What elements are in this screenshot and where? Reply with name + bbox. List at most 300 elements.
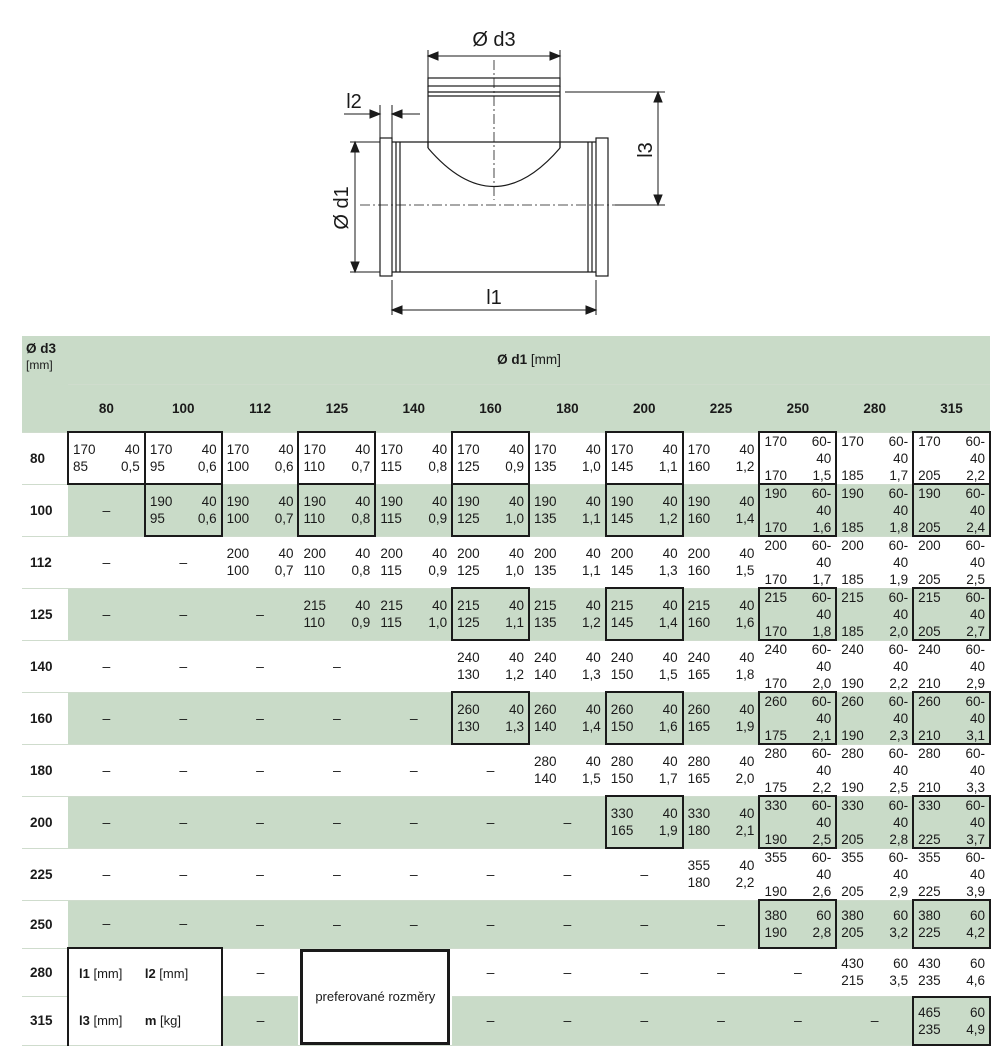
table-cell xyxy=(836,744,913,796)
l1-value: 330 xyxy=(764,797,787,813)
d1-value-125: 125 xyxy=(298,384,375,432)
m-value: 1,8 xyxy=(889,519,909,535)
l2-value: 60 xyxy=(816,908,832,923)
legend-l3-unit: [mm] xyxy=(93,1012,123,1028)
table-cell xyxy=(529,640,606,692)
d3-value-200: 200 xyxy=(22,796,68,848)
l2-value: 60-40 xyxy=(888,589,909,622)
l1-value: 200 xyxy=(457,546,480,561)
table-cell xyxy=(683,744,760,796)
l3-value: 210 xyxy=(918,727,941,743)
table-cell xyxy=(375,432,452,484)
table-cell xyxy=(606,432,683,484)
l1-value: 215 xyxy=(303,598,327,613)
l1-value: 215 xyxy=(687,598,711,613)
l2-value: 40 xyxy=(278,494,294,509)
l2-value: 40 xyxy=(585,754,601,769)
l2-value: 60 xyxy=(893,908,909,923)
m-value: 0,9 xyxy=(428,511,448,526)
table-cell xyxy=(222,900,299,948)
m-value: 1,5 xyxy=(735,563,755,578)
legend-l1-unit: [mm] xyxy=(93,965,123,981)
table-cell xyxy=(529,588,606,640)
table-cell xyxy=(759,900,836,948)
m-value: 1,1 xyxy=(582,563,601,578)
table-cell xyxy=(452,692,529,744)
l3-value: 160 xyxy=(687,459,711,474)
preferred-sizes-box xyxy=(298,948,452,1045)
not-available-dash: – xyxy=(102,813,111,830)
label-l3: l3 xyxy=(635,142,657,158)
d1-value-180: 180 xyxy=(529,384,606,432)
d1-header xyxy=(68,336,990,384)
l2-value: 40 xyxy=(739,598,755,613)
m-value: 2,1 xyxy=(735,823,755,838)
m-value: 2,5 xyxy=(966,571,985,587)
not-available-dash: – xyxy=(409,915,418,932)
l2-value: 60-40 xyxy=(965,849,985,882)
m-value: 1,7 xyxy=(812,571,832,587)
table-cell xyxy=(452,536,529,588)
table-cell xyxy=(298,484,375,536)
table-cell xyxy=(452,900,529,948)
table-cell xyxy=(222,692,299,744)
m-value: 1,2 xyxy=(505,667,524,682)
table-cell xyxy=(759,432,836,484)
l2-value: 40 xyxy=(432,598,448,613)
l3-value: 205 xyxy=(918,623,941,639)
table-row xyxy=(22,432,990,484)
l2-value: 40 xyxy=(355,598,371,613)
l2-value: 40 xyxy=(355,494,371,509)
table-cell xyxy=(913,484,990,536)
m-value: 2,2 xyxy=(966,467,985,483)
l1-value: 355 xyxy=(687,858,711,873)
table-row xyxy=(22,588,990,640)
not-available-dash: – xyxy=(640,865,649,882)
l3-value: 135 xyxy=(533,615,557,630)
table-cell xyxy=(529,997,606,1046)
table-cell xyxy=(683,484,760,536)
table-cell xyxy=(375,744,452,796)
table-cell xyxy=(375,588,452,640)
d3-value-80: 80 xyxy=(22,432,68,484)
l3-value: 125 xyxy=(457,459,480,474)
m-value: 3,7 xyxy=(966,831,985,847)
m-value: 0,7 xyxy=(274,563,294,578)
table-cell xyxy=(145,900,222,948)
l3-value: 205 xyxy=(918,519,941,535)
l3-value: 110 xyxy=(303,563,326,578)
table-row xyxy=(22,948,990,997)
l3-value: 205 xyxy=(841,883,864,899)
table-cell xyxy=(375,484,452,536)
l2-value: 40 xyxy=(662,650,678,665)
l1-value: 190 xyxy=(303,494,327,509)
l1-value: 240 xyxy=(533,650,557,665)
table-cell xyxy=(836,432,913,484)
l2-value: 40 xyxy=(739,806,755,821)
table-cell xyxy=(836,484,913,536)
l3-value: 100 xyxy=(226,563,250,578)
l2-value: 40 xyxy=(662,754,678,769)
m-value: 1,8 xyxy=(735,667,755,682)
d1-value-315: 315 xyxy=(913,384,990,432)
table-cell xyxy=(683,848,760,900)
l3-value: 115 xyxy=(380,615,402,630)
l3-value: 160 xyxy=(687,511,711,526)
d1-value-80: 80 xyxy=(68,384,145,432)
l1-value: 280 xyxy=(841,745,864,761)
l2-value: 60 xyxy=(893,956,909,972)
table-cell xyxy=(529,536,606,588)
m-value: 0,6 xyxy=(274,459,294,474)
l2-value: 40 xyxy=(278,442,294,457)
l3-value: 235 xyxy=(918,1021,941,1037)
table-cell xyxy=(222,640,299,692)
l3-value: 170 xyxy=(764,519,787,535)
not-available-dash: – xyxy=(179,813,188,830)
l2-value: 60-40 xyxy=(811,537,832,570)
not-available-dash: – xyxy=(102,553,111,570)
l3-value: 150 xyxy=(610,719,634,734)
m-value: 0,7 xyxy=(351,459,371,474)
table-cell xyxy=(836,900,913,948)
l2-value: 40 xyxy=(585,650,601,665)
l3-value: 185 xyxy=(841,571,864,587)
l1-value: 170 xyxy=(918,433,941,449)
l1-value: 280 xyxy=(610,754,634,769)
l2-value: 60-40 xyxy=(811,641,832,674)
l2-value: 40 xyxy=(585,546,601,561)
table-cell xyxy=(529,692,606,744)
not-available-dash: – xyxy=(102,501,111,518)
table-cell xyxy=(529,900,606,948)
l3-value: 115 xyxy=(380,563,402,578)
table-cell xyxy=(836,848,913,900)
l1-value: 200 xyxy=(687,546,711,561)
l2-value: 40 xyxy=(508,650,524,665)
table-cell xyxy=(222,484,299,536)
l2-value: 40 xyxy=(508,546,524,561)
l1-value: 200 xyxy=(841,537,864,553)
not-available-dash: – xyxy=(870,1012,879,1029)
table-cell xyxy=(836,536,913,588)
not-available-dash: – xyxy=(563,915,572,932)
l2-value: 60-40 xyxy=(888,797,909,830)
table-cell xyxy=(606,484,683,536)
m-value: 1,1 xyxy=(658,459,678,474)
table-cell xyxy=(298,536,375,588)
l1-value: 240 xyxy=(457,650,480,665)
table-cell xyxy=(759,848,836,900)
l2-value: 40 xyxy=(585,702,601,717)
table-cell xyxy=(298,848,375,900)
m-value: 1,0 xyxy=(428,615,448,630)
m-value: 2,8 xyxy=(889,831,909,847)
l1-value: 215 xyxy=(764,589,787,605)
table-cell xyxy=(452,640,529,692)
not-available-dash: – xyxy=(102,605,111,622)
not-available-dash: – xyxy=(333,915,341,932)
l3-value: 160 xyxy=(687,615,711,630)
l2-value: 40 xyxy=(278,546,294,561)
table-cell xyxy=(68,744,145,796)
table-cell xyxy=(452,484,529,536)
label-l2: l2 xyxy=(346,91,362,113)
l3-value: 135 xyxy=(533,563,557,578)
table-cell xyxy=(145,744,222,796)
table-cell xyxy=(222,744,299,796)
table-cell xyxy=(68,900,145,948)
l3-value: 210 xyxy=(918,779,941,795)
l1-value: 240 xyxy=(918,641,941,657)
m-value: 3,5 xyxy=(889,973,909,989)
l3-value: 170 xyxy=(764,571,787,587)
l3-value: 125 xyxy=(457,563,480,578)
l2-value: 40 xyxy=(508,702,524,717)
table-cell xyxy=(606,536,683,588)
l3-value: 145 xyxy=(610,615,634,630)
not-available-dash: – xyxy=(333,813,341,830)
table-cell xyxy=(68,588,145,640)
l3-value: 185 xyxy=(841,519,864,535)
d3-value-125: 125 xyxy=(22,588,68,640)
l2-value: 40 xyxy=(662,702,678,717)
l2-value: 40 xyxy=(355,442,371,457)
l1-value: 240 xyxy=(610,650,634,665)
l1-value: 215 xyxy=(841,589,864,605)
table-cell xyxy=(683,432,760,484)
m-value: 2,9 xyxy=(966,675,985,691)
m-value: 2,4 xyxy=(966,519,985,535)
m-value: 1,9 xyxy=(889,571,909,587)
table-cell xyxy=(145,796,222,848)
table-cell xyxy=(913,640,990,692)
table-cell xyxy=(529,848,606,900)
d1-header-label: Ø d1 xyxy=(497,352,528,368)
table-row xyxy=(22,848,990,900)
l2-value: 40 xyxy=(508,598,524,613)
table-cell xyxy=(606,948,683,997)
table-cell xyxy=(836,997,913,1046)
l1-value: 260 xyxy=(764,693,787,709)
l1-value: 200 xyxy=(533,546,557,561)
d3-value-180: 180 xyxy=(22,744,68,796)
table-cell xyxy=(452,997,529,1046)
table-cell xyxy=(759,997,836,1046)
not-available-dash: – xyxy=(486,963,495,980)
l1-value: 190 xyxy=(687,494,711,509)
l2-value: 60-40 xyxy=(965,485,985,518)
l1-value: 215 xyxy=(610,598,634,613)
l1-value: 355 xyxy=(918,849,941,865)
not-available-dash: – xyxy=(409,761,418,778)
l1-value: 330 xyxy=(918,797,941,813)
m-value: 1,8 xyxy=(812,623,832,639)
l2-value: 40 xyxy=(585,442,601,457)
m-value: 1,1 xyxy=(505,615,524,630)
d1-value-140: 140 xyxy=(375,384,452,432)
table-cell xyxy=(913,997,990,1046)
l2-value: 60-40 xyxy=(965,589,985,622)
l1-value: 280 xyxy=(533,754,557,769)
not-available-dash: – xyxy=(486,865,495,882)
l3-value: 165 xyxy=(687,719,711,734)
l2-value: 40 xyxy=(662,546,678,561)
l2-value: 60-40 xyxy=(811,485,832,518)
d3-header-label: Ø d3 xyxy=(26,341,57,356)
not-available-dash: – xyxy=(102,915,111,932)
l1-value: 170 xyxy=(73,442,96,457)
l1-value: 200 xyxy=(918,537,941,553)
m-value: 4,9 xyxy=(966,1021,985,1037)
l2-value: 60-40 xyxy=(965,537,985,570)
l3-value: 205 xyxy=(918,467,941,483)
m-value: 1,2 xyxy=(658,511,678,526)
l2-value: 40 xyxy=(662,598,678,613)
not-available-dash: – xyxy=(486,915,495,932)
table-cell xyxy=(913,948,990,997)
tee-fitting-drawing xyxy=(300,0,700,330)
l3-value: 110 xyxy=(303,615,326,630)
table-cell xyxy=(759,484,836,536)
l3-value: 210 xyxy=(918,675,941,691)
l2-value: 40 xyxy=(662,442,678,457)
not-available-dash: – xyxy=(256,915,264,932)
l1-value: 260 xyxy=(841,693,864,709)
m-value: 2,0 xyxy=(735,771,755,786)
l3-value: 125 xyxy=(457,615,480,630)
m-value: 2,5 xyxy=(812,831,832,847)
l2-value: 40 xyxy=(432,442,448,457)
m-value: 2,2 xyxy=(889,675,909,691)
l2-value: 60-40 xyxy=(888,849,909,882)
l2-value: 60-40 xyxy=(888,433,909,466)
l2-value: 60-40 xyxy=(811,433,832,466)
table-cell xyxy=(375,692,452,744)
l1-value: 215 xyxy=(918,589,941,605)
l3-value: 165 xyxy=(610,823,634,838)
table-cell xyxy=(759,796,836,848)
table-cell xyxy=(452,432,529,484)
l2-value: 60-40 xyxy=(965,433,985,466)
m-value: 1,7 xyxy=(658,771,678,786)
l2-value: 40 xyxy=(508,442,524,457)
m-value: 1,3 xyxy=(505,719,524,734)
d1-value-280: 280 xyxy=(836,384,913,432)
l1-value: 190 xyxy=(610,494,634,509)
not-available-dash: – xyxy=(563,813,572,830)
l3-value: 190 xyxy=(841,675,864,691)
table-row xyxy=(22,640,990,692)
l2-value: 60 xyxy=(969,908,985,923)
not-available-dash: – xyxy=(102,709,111,726)
table-row xyxy=(22,900,990,948)
l1-value: 260 xyxy=(610,702,634,717)
d1-value-225: 225 xyxy=(683,384,760,432)
table-cell xyxy=(298,744,375,796)
l1-value: 170 xyxy=(380,442,403,457)
table-cell xyxy=(683,796,760,848)
l1-value: 355 xyxy=(841,849,864,865)
l1-value: 355 xyxy=(764,849,787,865)
table-cell xyxy=(683,997,760,1046)
m-value: 0,9 xyxy=(505,459,524,474)
l3-value: 165 xyxy=(687,667,711,682)
l2-value: 40 xyxy=(662,494,678,509)
not-available-dash: – xyxy=(102,865,111,882)
not-available-dash: – xyxy=(793,963,802,980)
table-cell xyxy=(375,640,452,692)
l1-value: 170 xyxy=(457,442,480,457)
d3-value-250: 250 xyxy=(22,900,68,948)
d1-value-112: 112 xyxy=(222,384,299,432)
table-cell xyxy=(913,432,990,484)
not-available-dash: – xyxy=(179,709,188,726)
not-available-dash: – xyxy=(179,915,188,932)
table-cell xyxy=(759,744,836,796)
l3-value: 170 xyxy=(764,623,787,639)
table-cell xyxy=(452,744,529,796)
l1-value: 330 xyxy=(610,806,634,821)
label-l1: l1 xyxy=(486,287,502,309)
table-cell xyxy=(68,536,145,588)
table-cell xyxy=(913,796,990,848)
m-value: 1,2 xyxy=(735,459,755,474)
m-value: 1,4 xyxy=(735,511,755,526)
d3-value-140: 140 xyxy=(22,640,68,692)
d3-value-280: 280 xyxy=(22,948,68,997)
legend-l2-unit: [mm] xyxy=(159,965,189,981)
table-cell xyxy=(68,640,145,692)
m-value: 2,2 xyxy=(812,779,832,795)
l2-value: 60-40 xyxy=(888,745,909,778)
m-value: 2,0 xyxy=(889,623,909,639)
l3-value: 145 xyxy=(610,563,634,578)
d3-header-unit: [mm] xyxy=(26,358,53,372)
table-cell xyxy=(298,692,375,744)
table-cell xyxy=(298,432,375,484)
not-available-dash: – xyxy=(409,709,418,726)
not-available-dash: – xyxy=(717,1012,725,1029)
table-cell xyxy=(836,796,913,848)
l3-value: 235 xyxy=(918,973,941,989)
label-d3: Ø d3 xyxy=(472,29,516,51)
table-cell xyxy=(759,536,836,588)
table-cell xyxy=(145,848,222,900)
l3-value: 190 xyxy=(764,831,787,847)
l3-value: 85 xyxy=(73,459,89,474)
table-cell xyxy=(606,997,683,1046)
m-value: 1,9 xyxy=(735,719,755,734)
l2-value: 60-40 xyxy=(888,693,909,726)
l1-value: 190 xyxy=(149,494,173,509)
l3-value: 160 xyxy=(687,563,711,578)
l3-value: 185 xyxy=(841,467,864,483)
l3-value: 190 xyxy=(841,779,864,795)
l1-value: 170 xyxy=(533,442,557,457)
m-value: 1,6 xyxy=(658,719,678,734)
l3-value: 185 xyxy=(841,623,864,639)
l1-value: 260 xyxy=(918,693,941,709)
m-value: 0,9 xyxy=(428,563,448,578)
table-cell xyxy=(683,692,760,744)
table-cell xyxy=(913,692,990,744)
l1-value: 240 xyxy=(764,641,787,657)
l3-value: 225 xyxy=(918,883,941,899)
table-cell xyxy=(606,588,683,640)
